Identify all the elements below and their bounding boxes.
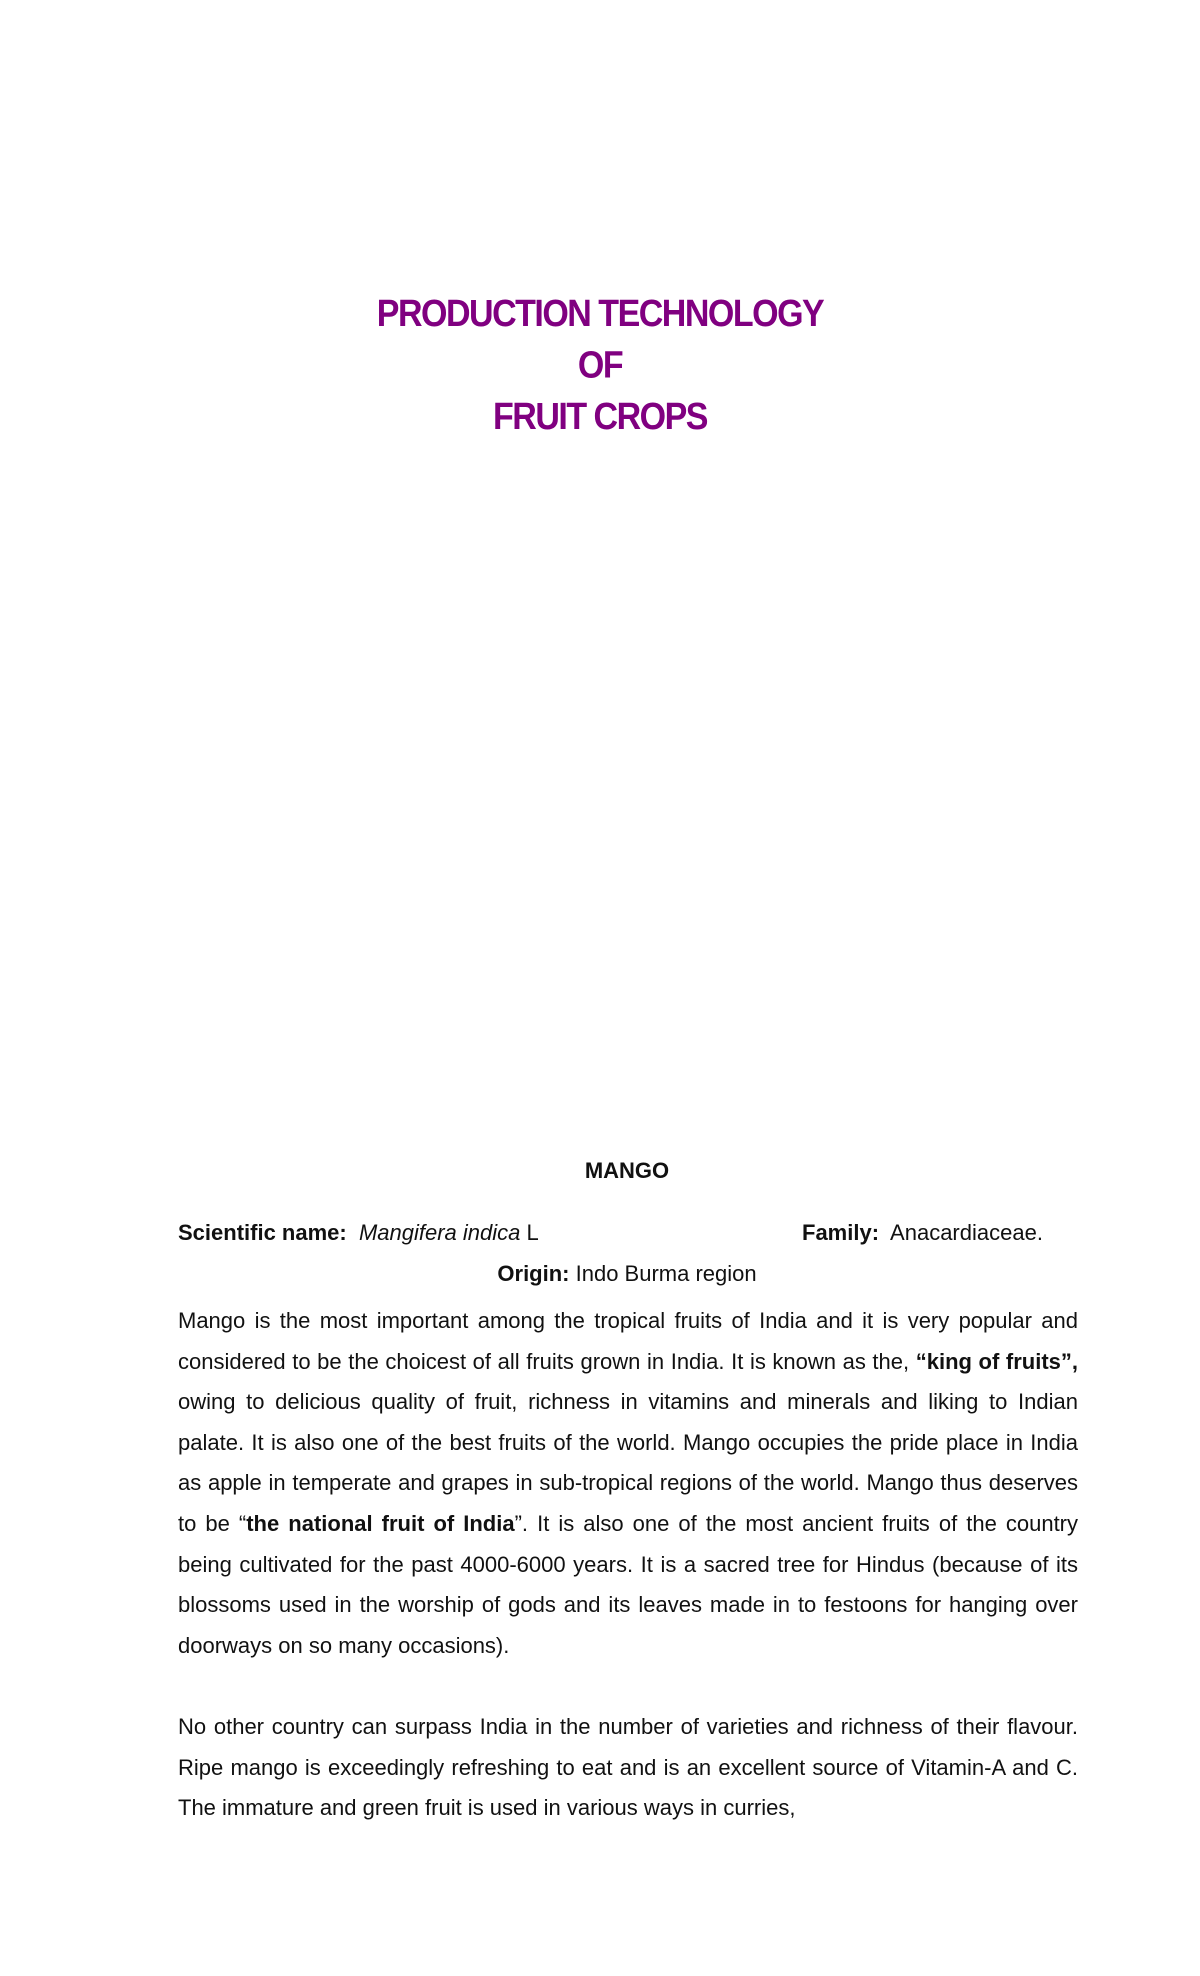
origin-label: Origin: (497, 1261, 570, 1286)
intro-paragraph (178, 1301, 1078, 1666)
family-value: Anacardiaceae. (890, 1220, 1043, 1245)
national-fruit-phrase: the national fruit of India (246, 1510, 515, 1536)
intro-text-part-3: ”. It is also one of the most ancient fruits of the country being cultivated for the past 4000-6000 years. It is a sacred tree for Hindus (because of its blossoms used in the worship of gods and its leaves made in to festoons for hanging over doorways on so many occasions). (178, 1510, 1079, 1658)
intro-text-part-2: owing to delicious quality of fruit, richness in vitamins and minerals and liking to Indian palate. It is also one of the best fruits of the world. Mango occupies the pride place in India as apple in temperate and grapes in sub-tropical regions of the world. Mango thus deserves to be “ (178, 1389, 1078, 1536)
family-label: Family: (802, 1220, 880, 1245)
origin-row (0, 1260, 1200, 1288)
intro-text-part-1: Mango is the most important among the tropical fruits of India and it is very popular and considered to be the choicest of all fruits grown in India. It is known as the, (178, 1308, 1078, 1374)
scientific-name-value: Mangifera indica (358, 1220, 521, 1245)
varieties-paragraph: No other country can surpass India in the number of varieties and richness of their flavour. Ripe mango is exceedingly refreshing to eat and is an excellent source of Vitamin-A and C. The immature and green fruit is used in various ways in curries, (178, 1714, 1078, 1821)
scientific-family-row (178, 1219, 1078, 1247)
cover-title-line-1: PRODUCTION TECHNOLOGY (376, 292, 824, 336)
origin-value: Indo Burma region (569, 1261, 757, 1286)
king-of-fruits-phrase: “king of fruits”, (915, 1348, 1079, 1374)
scientific-name-label: Scientific name: (178, 1220, 347, 1245)
family-info (802, 1219, 1043, 1247)
cover-title-line-3: FRUIT CROPS (493, 395, 707, 439)
scientific-name-author: L (520, 1220, 539, 1245)
cover-title-line-2: OF (577, 344, 623, 387)
section-heading: MANGO (584, 1158, 670, 1183)
cover-title (0, 288, 1200, 443)
